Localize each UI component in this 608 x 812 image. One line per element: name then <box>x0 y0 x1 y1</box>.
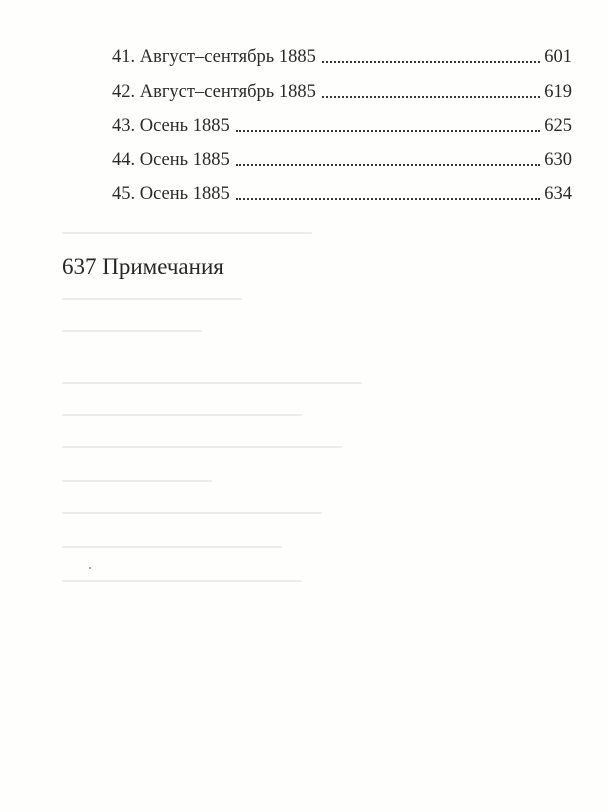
toc-page-number: 625 <box>544 116 572 136</box>
toc-dot-leader <box>322 61 540 63</box>
bleed-through-line <box>62 330 202 332</box>
bleed-through-line <box>62 580 302 582</box>
bleed-through-line <box>62 414 302 416</box>
bleed-through-line <box>62 382 362 384</box>
toc-entry-title: 43. Осень 1885 <box>112 116 230 136</box>
notes-section-heading[interactable]: 637 Примечания <box>62 254 224 279</box>
bleed-through-line <box>62 232 312 234</box>
toc-entry-title: 44. Осень 1885 <box>112 150 230 170</box>
bleed-through-line <box>62 298 242 300</box>
toc-page-number: 634 <box>544 184 572 204</box>
toc-entry-title: 41. Август–сентябрь 1885 <box>112 47 316 67</box>
toc-page-number: 630 <box>544 150 572 170</box>
toc-entry[interactable] <box>112 179 572 205</box>
toc-dot-leader <box>236 164 541 166</box>
toc-page-number: 619 <box>544 82 572 102</box>
toc-entry[interactable] <box>112 42 572 68</box>
toc-dot-leader <box>236 130 541 132</box>
toc-entry[interactable] <box>112 77 572 103</box>
toc-entry[interactable] <box>112 111 572 137</box>
toc-dot-leader <box>322 96 540 98</box>
bleed-through-line <box>62 512 322 514</box>
paper-speck <box>89 567 91 569</box>
bleed-through-line <box>62 480 212 482</box>
toc-entry[interactable] <box>112 145 572 171</box>
toc-page-number: 601 <box>544 47 572 67</box>
bleed-through-line <box>62 446 342 448</box>
toc-entry-title: 42. Август–сентябрь 1885 <box>112 82 316 102</box>
toc-dot-leader <box>236 198 541 200</box>
toc-entry-title: 45. Осень 1885 <box>112 184 230 204</box>
bleed-through-line <box>62 546 282 548</box>
